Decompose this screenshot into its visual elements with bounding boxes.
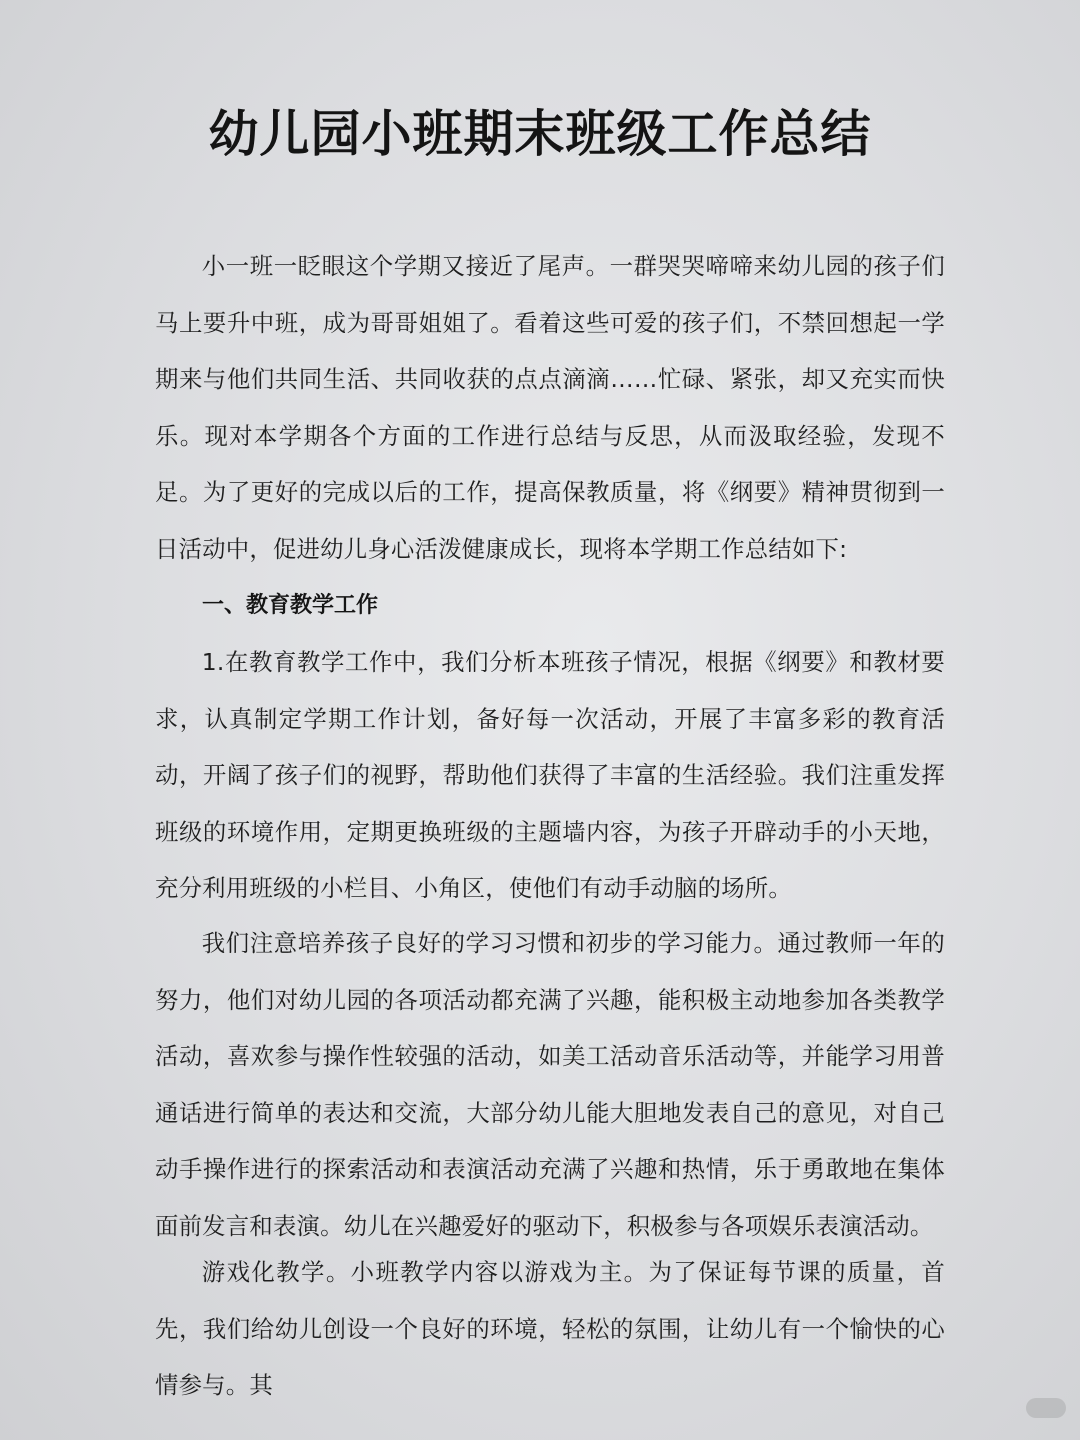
watermark-badge [1026,1398,1066,1418]
body-paragraph-2: 我们注意培养孩子良好的学习习惯和初步的学习能力。通过教师一年的努力，他们对幼儿园的各项活动都充满了兴趣，能积极主动地参加各类教学活动，喜欢参与操作性较强的活动，如美工活动音乐活动等，并能学习用普通话进行简单的表达和交流，大部分幼儿能大胆地发表自己的意见，对自己动手操作进行的探索活动和表演活动充满了兴趣和热情，乐于勇敢地在集体面前发言和表演。幼儿在兴趣爱好的驱动下，积极参与各项娱乐表演活动。 [155,929,945,1240]
document-title: 幼儿园小班期末班级工作总结 [208,105,872,163]
body-paragraph-3: 游戏化教学。小班教学内容以游戏为主。为了保证每节课的质量，首先，我们给幼儿创设一个良好的环境，轻松的氛围，让幼儿有一个愉快的心情参与。其 [155,1258,945,1399]
section-heading: 一、教育教学工作 [202,593,379,618]
body-paragraph-1: 1.在教育教学工作中，我们分析本班孩子情况，根据《纲要》和教材要求，认真制定学期工作计划，备好每一次活动，开展了丰富多彩的教育活动，开阔了孩子们的视野，帮助他们获得了丰富的生活经验。我们注重发挥班级的环境作用，定期更换班级的主题墙内容，为孩子开辟动手的小天地，充分利用班级的小栏目、小角区，使他们有动手动脑的场所。 [155,648,945,902]
intro-paragraph: 小一班一眨眼这个学期又接近了尾声。一群哭哭啼啼来幼儿园的孩子们马上要升中班，成为哥哥姐姐了。看着这些可爱的孩子们，不禁回想起一学期来与他们共同生活、共同收获的点点滴滴……忙碌、紧张，却又充实而快乐。现对本学期各个方面的工作进行总结与反思，从而汲取经验，发现不足。为了更好的完成以后的工作，提高保教质量，将《纲要》精神贯彻到一日活动中，促进幼儿身心活泼健康成长，现将本学期工作总结如下: [155,252,945,563]
